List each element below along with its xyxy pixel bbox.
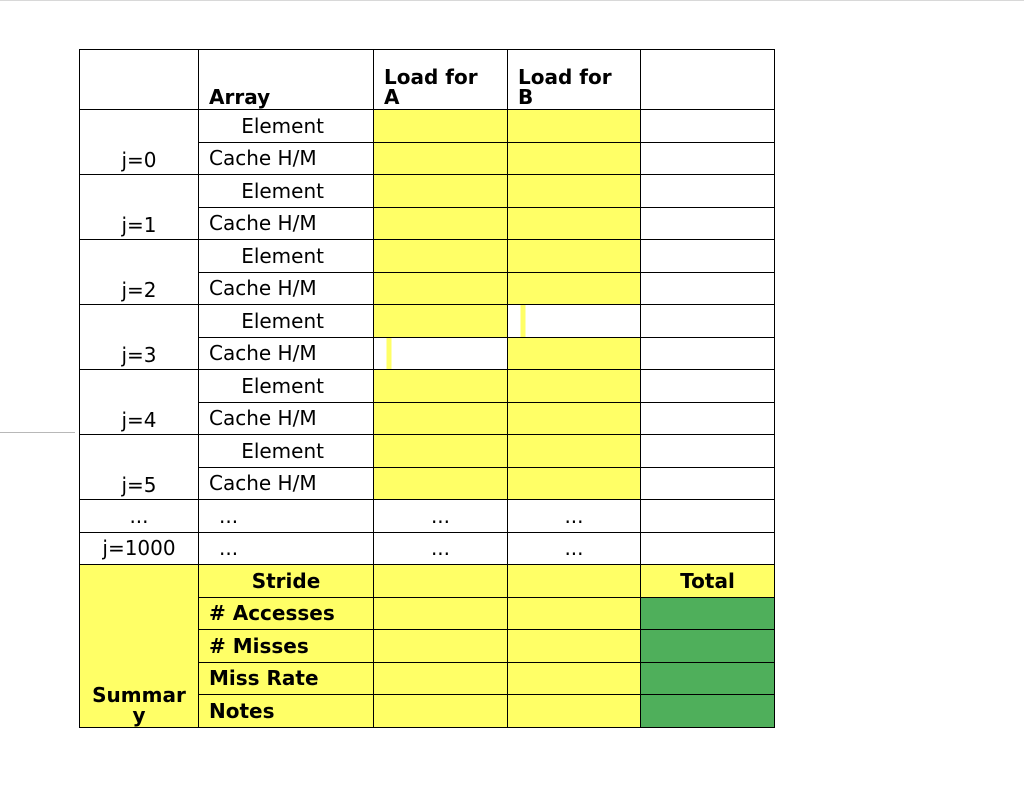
- element-label: Element: [199, 370, 374, 403]
- margin-line: [0, 432, 75, 433]
- row-index: j=3: [80, 305, 199, 370]
- load-b-cell[interactable]: [508, 272, 641, 305]
- cache-label: Cache H/M: [199, 402, 374, 435]
- load-b-cell[interactable]: [508, 305, 641, 338]
- load-a-cell[interactable]: [374, 402, 508, 435]
- load-b-cell[interactable]: [508, 467, 641, 500]
- extra-cell: [641, 337, 775, 370]
- row-index: j=4: [80, 370, 199, 435]
- extra-cell: [641, 532, 775, 565]
- load-a-cell[interactable]: [374, 207, 508, 240]
- row-index-last: j=1000: [80, 532, 199, 565]
- load-a-cell[interactable]: [374, 240, 508, 273]
- element-label: Element: [199, 240, 374, 273]
- table-row: [80, 370, 775, 403]
- notes-total-cell[interactable]: [641, 695, 775, 728]
- summary-label: Summar y: [80, 565, 199, 728]
- load-a-cell[interactable]: [374, 435, 508, 468]
- ellipsis-label: ...: [199, 532, 374, 565]
- cache-label: Cache H/M: [199, 272, 374, 305]
- load-b-cell[interactable]: [508, 240, 641, 273]
- notes-a-cell[interactable]: [374, 695, 508, 728]
- cache-label: Cache H/M: [199, 207, 374, 240]
- load-b-cell[interactable]: [508, 110, 641, 143]
- miss-rate-b-cell[interactable]: [508, 662, 641, 695]
- load-b-cell[interactable]: [508, 337, 641, 370]
- accesses-label: # Accesses: [199, 597, 374, 630]
- row-index: j=2: [80, 240, 199, 305]
- header-array: Array: [199, 50, 374, 110]
- header-row: [80, 50, 775, 110]
- cache-label: Cache H/M: [199, 467, 374, 500]
- extra-cell: [641, 435, 775, 468]
- extra-cell: [641, 175, 775, 208]
- ellipsis-index: ...: [80, 500, 199, 533]
- miss-rate-label: Miss Rate: [199, 662, 374, 695]
- accesses-total-cell[interactable]: [641, 597, 775, 630]
- load-a-cell[interactable]: [374, 337, 508, 370]
- ellipsis-load-a: ...: [374, 532, 508, 565]
- ellipsis-label: ...: [199, 500, 374, 533]
- header-empty: [80, 50, 199, 110]
- header-load-a: Load for A: [374, 50, 508, 110]
- extra-cell: [641, 110, 775, 143]
- header-extra: [641, 50, 775, 110]
- total-label: Total: [641, 565, 775, 598]
- accesses-a-cell[interactable]: [374, 597, 508, 630]
- load-a-cell[interactable]: [374, 110, 508, 143]
- load-b-cell[interactable]: [508, 402, 641, 435]
- miss-rate-total-cell[interactable]: [641, 662, 775, 695]
- table-row: [80, 305, 775, 338]
- load-a-cell[interactable]: [374, 467, 508, 500]
- notes-b-cell[interactable]: [508, 695, 641, 728]
- load-a-cell[interactable]: [374, 370, 508, 403]
- misses-label: # Misses: [199, 630, 374, 663]
- load-a-cell[interactable]: [374, 272, 508, 305]
- summary-row-stride: [80, 565, 775, 598]
- cache-label: Cache H/M: [199, 337, 374, 370]
- row-index: j=0: [80, 110, 199, 175]
- extra-cell: [641, 467, 775, 500]
- extra-cell: [641, 142, 775, 175]
- element-label: Element: [199, 110, 374, 143]
- extra-cell: [641, 240, 775, 273]
- table-row: [80, 435, 775, 468]
- load-b-cell[interactable]: [508, 370, 641, 403]
- row-index: j=5: [80, 435, 199, 500]
- element-label: Element: [199, 435, 374, 468]
- load-a-cell[interactable]: [374, 142, 508, 175]
- row-index: j=1: [80, 175, 199, 240]
- extra-cell: [641, 370, 775, 403]
- last-row: [80, 532, 775, 565]
- misses-b-cell[interactable]: [508, 630, 641, 663]
- extra-cell: [641, 272, 775, 305]
- load-a-cell[interactable]: [374, 305, 508, 338]
- accesses-b-cell[interactable]: [508, 597, 641, 630]
- ellipsis-load-b: ...: [508, 532, 641, 565]
- miss-rate-a-cell[interactable]: [374, 662, 508, 695]
- ellipsis-load-a: ...: [374, 500, 508, 533]
- notes-label: Notes: [199, 695, 374, 728]
- cache-analysis-table: [79, 49, 775, 728]
- element-label: Element: [199, 305, 374, 338]
- load-a-cell[interactable]: [374, 175, 508, 208]
- table-row: [80, 110, 775, 143]
- stride-label: Stride: [199, 565, 374, 598]
- stride-a-cell[interactable]: [374, 565, 508, 598]
- ellipsis-load-b: ...: [508, 500, 641, 533]
- misses-a-cell[interactable]: [374, 630, 508, 663]
- misses-total-cell[interactable]: [641, 630, 775, 663]
- extra-cell: [641, 305, 775, 338]
- load-b-cell[interactable]: [508, 435, 641, 468]
- load-b-cell[interactable]: [508, 207, 641, 240]
- extra-cell: [641, 402, 775, 435]
- load-b-cell[interactable]: [508, 175, 641, 208]
- table-row: [80, 240, 775, 273]
- stride-b-cell[interactable]: [508, 565, 641, 598]
- element-label: Element: [199, 175, 374, 208]
- load-b-cell[interactable]: [508, 142, 641, 175]
- table-row: [80, 175, 775, 208]
- extra-cell: [641, 207, 775, 240]
- top-border-line: [0, 0, 1024, 1]
- header-load-b: Load for B: [508, 50, 641, 110]
- cache-label: Cache H/M: [199, 142, 374, 175]
- ellipsis-row: [80, 500, 775, 533]
- extra-cell: [641, 500, 775, 533]
